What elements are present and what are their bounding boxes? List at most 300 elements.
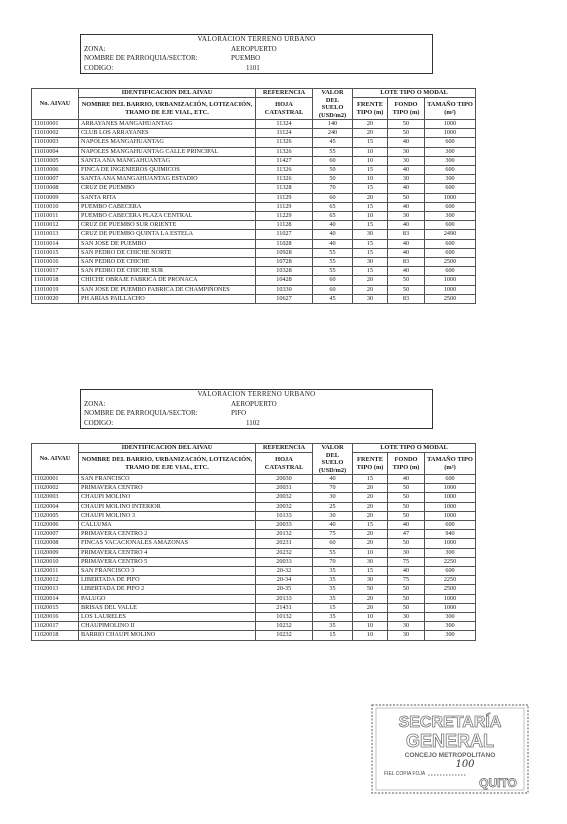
cell-tamano: 600 — [425, 567, 476, 576]
cell-fondo: 40 — [388, 166, 425, 175]
cell-fondo: 40 — [388, 202, 425, 211]
cell-tamano: 600 — [425, 239, 476, 248]
table-row — [32, 521, 476, 530]
cell-valor: 45 — [313, 138, 353, 147]
cell-frente: 15 — [353, 248, 388, 257]
cell-hoja: 10428 — [256, 276, 313, 285]
table-row — [32, 120, 476, 129]
cell-tamano: 2500 — [425, 258, 476, 267]
table-row — [32, 267, 476, 276]
col-fondo: FONDO TIPO (m) — [388, 453, 425, 475]
cell-hoja: 20031 — [256, 484, 313, 493]
section-header — [80, 34, 433, 74]
cell-frente: 30 — [353, 294, 388, 303]
cell-hoja: 20-32 — [256, 567, 313, 576]
cell-code: 11020012 — [32, 576, 79, 585]
cell-frente: 20 — [353, 285, 388, 294]
table-row — [32, 585, 476, 594]
cell-frente: 10 — [353, 147, 388, 156]
cell-hoja: 20032 — [256, 502, 313, 511]
cell-fondo: 47 — [388, 530, 425, 539]
col-fondo: FONDO TIPO (m) — [388, 98, 425, 120]
table-row — [32, 212, 476, 221]
cell-name: CHAUPI MOLINO 3 — [79, 511, 256, 520]
cell-tamano: 300 — [425, 613, 476, 622]
cell-valor: 45 — [313, 294, 353, 303]
col-frente: FRENTE TIPO (m) — [353, 453, 388, 475]
table-row — [32, 184, 476, 193]
cell-tamano: 600 — [425, 166, 476, 175]
col-valor: VALOR DEL SUELO (USD/m2) — [313, 89, 353, 120]
valuation-table — [31, 443, 476, 641]
cell-code: 11020009 — [32, 548, 79, 557]
col-referencia: REFERENCIA — [256, 444, 313, 453]
stamp-line2: GENERAL — [405, 731, 495, 751]
cell-code: 11010010 — [32, 202, 79, 211]
col-tamano: TAMAÑO TIPO (m²) — [425, 453, 476, 475]
cell-hoja: 20132 — [256, 530, 313, 539]
cell-name: NAPOLES MANGAHUANTAG — [79, 138, 256, 147]
cell-frente: 15 — [353, 202, 388, 211]
cell-hoja: 20030 — [256, 475, 313, 484]
cell-frente: 15 — [353, 138, 388, 147]
cell-code: 11010014 — [32, 239, 79, 248]
cell-frente: 20 — [353, 193, 388, 202]
cell-name: NAPOLES MANGAHUANTAG CALLE PRINCIPAL — [79, 147, 256, 156]
cell-hoja: 11427 — [256, 156, 313, 165]
table-row — [32, 502, 476, 511]
stamp-line3: CONCEJO METROPOLITANO — [404, 752, 496, 759]
cell-tamano: 1000 — [425, 193, 476, 202]
cell-valor: 35 — [313, 622, 353, 631]
table-row — [32, 138, 476, 147]
cell-fondo: 40 — [388, 221, 425, 230]
cell-frente: 20 — [353, 603, 388, 612]
cell-valor: 60 — [313, 285, 353, 294]
col-lote: LOTE TIPO O MODAL — [353, 444, 476, 453]
table-row — [32, 530, 476, 539]
col-hoja: HOJA CATASTRAL — [256, 98, 313, 120]
cell-hoja: 20033 — [256, 521, 313, 530]
cell-code: 11010004 — [32, 147, 79, 156]
cell-hoja: 20-35 — [256, 585, 313, 594]
cell-valor: 35 — [313, 594, 353, 603]
cell-code: 11020006 — [32, 521, 79, 530]
valuation-table — [31, 88, 476, 304]
col-lote: LOTE TIPO O MODAL — [353, 89, 476, 98]
table-row — [32, 622, 476, 631]
cell-frente: 20 — [353, 594, 388, 603]
cell-frente: 15 — [353, 521, 388, 530]
stamp-handwritten: 100 — [455, 759, 475, 770]
cell-frente: 15 — [353, 221, 388, 230]
cell-code: 11010013 — [32, 230, 79, 239]
table-row — [32, 166, 476, 175]
cell-name: SAN PEDRO DE CHICHE NORTE — [79, 248, 256, 257]
cell-code: 11020015 — [32, 603, 79, 612]
cell-fondo: 30 — [388, 147, 425, 156]
table-row — [32, 631, 476, 640]
cell-frente: 30 — [353, 576, 388, 585]
cell-tamano: 300 — [425, 156, 476, 165]
cell-fondo: 40 — [388, 521, 425, 530]
table-row — [32, 156, 476, 165]
table-row — [32, 539, 476, 548]
col-frente: FRENTE TIPO (m) — [353, 98, 388, 120]
cell-tamano: 1000 — [425, 493, 476, 502]
cell-name: SAN FRANCISCO — [79, 475, 256, 484]
cell-fondo: 30 — [388, 613, 425, 622]
cell-frente: 15 — [353, 239, 388, 248]
cell-hoja: 10627 — [256, 294, 313, 303]
cell-code: 11020007 — [32, 530, 79, 539]
cell-name: CALLUMA — [79, 521, 256, 530]
cell-tamano: 600 — [425, 202, 476, 211]
table-row — [32, 613, 476, 622]
cell-frente: 15 — [353, 567, 388, 576]
cell-code: 11020004 — [32, 502, 79, 511]
cell-hoja: 20033 — [256, 557, 313, 566]
cell-name: PRIMAVERA CENTRO 2 — [79, 530, 256, 539]
cell-code: 11010008 — [32, 184, 79, 193]
table-row — [32, 484, 476, 493]
cell-code: 11020011 — [32, 567, 79, 576]
cell-valor: 55 — [313, 267, 353, 276]
cell-frente: 15 — [353, 166, 388, 175]
codigo-label: CODIGO: — [84, 418, 114, 427]
cell-tamano: 600 — [425, 521, 476, 530]
cell-tamano: 600 — [425, 475, 476, 484]
cell-hoja: 10232 — [256, 631, 313, 640]
cell-frente: 20 — [353, 539, 388, 548]
cell-code: 11010016 — [32, 258, 79, 267]
cell-code: 11010001 — [32, 120, 79, 129]
col-nombre: NOMBRE DEL BARRIO, URBANIZACIÓN, LOTIZACIÓN, TRAMO DE EJE VIAL, ETC. — [79, 98, 256, 120]
table-row — [32, 239, 476, 248]
cell-valor: 70 — [313, 557, 353, 566]
cell-code: 11020008 — [32, 539, 79, 548]
cell-code: 11020013 — [32, 585, 79, 594]
cell-name: LOS LAURELES — [79, 613, 256, 622]
cell-hoja: 10232 — [256, 622, 313, 631]
cell-name: FINCAS VACACIONALES AMAZONAS — [79, 539, 256, 548]
cell-tamano: 1000 — [425, 120, 476, 129]
cell-hoja: 10328 — [256, 267, 313, 276]
cell-frente: 15 — [353, 475, 388, 484]
header-title: VALORACION TERRENO URBANO — [197, 390, 316, 398]
stamp-line1: SECRETARÍA — [398, 714, 502, 731]
cell-valor: 55 — [313, 248, 353, 257]
parroquia-value: PUEMBO — [231, 54, 261, 62]
cell-hoja: 10728 — [256, 258, 313, 267]
cell-name: CHAUPI MOLINO INTERIOR — [79, 502, 256, 511]
cell-tamano: 1000 — [425, 511, 476, 520]
table-row — [32, 594, 476, 603]
cell-tamano: 300 — [425, 147, 476, 156]
cell-name: SANTA RITA — [79, 193, 256, 202]
cell-code: 11010009 — [32, 193, 79, 202]
cell-fondo: 40 — [388, 567, 425, 576]
cell-fondo: 50 — [388, 120, 425, 129]
cell-hoja: 11326 — [256, 175, 313, 184]
col-no: No. AIVAU — [32, 444, 79, 475]
cell-hoja: 11028 — [256, 239, 313, 248]
cell-name: SAN JOSE DE PUEMBO FABRICA DE CHAMPIÑONES — [79, 285, 256, 294]
cell-tamano: 600 — [425, 184, 476, 193]
cell-valor: 30 — [313, 511, 353, 520]
table-row — [32, 147, 476, 156]
cell-tamano: 600 — [425, 221, 476, 230]
secretaria-general-stamp — [370, 703, 530, 795]
table-row — [32, 258, 476, 267]
cell-valor: 35 — [313, 585, 353, 594]
cell-tamano: 1000 — [425, 484, 476, 493]
cell-fondo: 30 — [388, 212, 425, 221]
cell-frente: 10 — [353, 613, 388, 622]
cell-hoja: 11229 — [256, 212, 313, 221]
cell-frente: 10 — [353, 622, 388, 631]
cell-name: SAN FRANCISCO 3 — [79, 567, 256, 576]
cell-name: LIBERTADA DE PIFO 2 — [79, 585, 256, 594]
cell-name: PH ARIAS PAILLACHO — [79, 294, 256, 303]
cell-valor: 30 — [313, 493, 353, 502]
table-row — [32, 475, 476, 484]
cell-valor: 75 — [313, 530, 353, 539]
table-row — [32, 294, 476, 303]
stamp-graphic — [370, 703, 530, 795]
cell-tamano: 1000 — [425, 603, 476, 612]
col-identificacion: IDENTIFICACION DEL AIVAU — [79, 444, 256, 453]
cell-hoja: 11124 — [256, 129, 313, 138]
cell-code: 11020001 — [32, 475, 79, 484]
parroquia-value: PIFO — [231, 409, 247, 417]
cell-name: SANTA ANA MANGAHUANTAG — [79, 156, 256, 165]
cell-tamano: 1000 — [425, 594, 476, 603]
cell-name: PRIMAVERA CENTRO 4 — [79, 548, 256, 557]
col-hoja: HOJA CATASTRAL — [256, 453, 313, 475]
cell-fondo: 83 — [388, 294, 425, 303]
cell-name: CRUZ DE PUEMBO SUR ORIENTE — [79, 221, 256, 230]
cell-hoja: 10330 — [256, 285, 313, 294]
cell-name: PALUGO — [79, 594, 256, 603]
cell-code: 11020016 — [32, 613, 79, 622]
cell-frente: 20 — [353, 502, 388, 511]
cell-fondo: 30 — [388, 175, 425, 184]
cell-valor: 55 — [313, 258, 353, 267]
cell-hoja: 20-34 — [256, 576, 313, 585]
cell-frente: 10 — [353, 548, 388, 557]
cell-valor: 40 — [313, 230, 353, 239]
cell-frente: 30 — [353, 557, 388, 566]
cell-frente: 10 — [353, 631, 388, 640]
cell-fondo: 40 — [388, 138, 425, 147]
cell-valor: 40 — [313, 221, 353, 230]
cell-fondo: 40 — [388, 267, 425, 276]
cell-code: 11010017 — [32, 267, 79, 276]
cell-frente: 20 — [353, 120, 388, 129]
cell-code: 11010005 — [32, 156, 79, 165]
cell-hoja: 21431 — [256, 603, 313, 612]
cell-valor: 60 — [313, 156, 353, 165]
cell-tamano: 300 — [425, 175, 476, 184]
cell-valor: 60 — [313, 193, 353, 202]
codigo-value: 1102 — [246, 418, 260, 427]
cell-valor: 15 — [313, 631, 353, 640]
cell-tamano: 2250 — [425, 576, 476, 585]
cell-tamano: 1000 — [425, 276, 476, 285]
cell-tamano: 940 — [425, 530, 476, 539]
cell-code: 11010018 — [32, 276, 79, 285]
cell-tamano: 1000 — [425, 502, 476, 511]
cell-name: SAN JOSE DE PUEMBO — [79, 239, 256, 248]
cell-valor: 60 — [313, 539, 353, 548]
cell-name: PRIMAVERA CENTRO — [79, 484, 256, 493]
table-row — [32, 567, 476, 576]
cell-frente: 20 — [353, 511, 388, 520]
cell-name: PRIMAVERA CENTRO 5 — [79, 557, 256, 566]
cell-code: 11010003 — [32, 138, 79, 147]
cell-frente: 20 — [353, 484, 388, 493]
cell-fondo: 50 — [388, 539, 425, 548]
cell-tamano: 600 — [425, 138, 476, 147]
parroquia-label: NOMBRE DE PARROQUIA/SECTOR: — [84, 54, 198, 62]
cell-hoja: 11326 — [256, 138, 313, 147]
table-row — [32, 193, 476, 202]
cell-code: 11020005 — [32, 511, 79, 520]
cell-hoja: 11128 — [256, 221, 313, 230]
cell-code: 11010015 — [32, 248, 79, 257]
cell-valor: 35 — [313, 576, 353, 585]
table-row — [32, 276, 476, 285]
cell-hoja: 11326 — [256, 166, 313, 175]
cell-frente: 15 — [353, 184, 388, 193]
cell-hoja: 11328 — [256, 184, 313, 193]
col-tamano: TAMAÑO TIPO (m²) — [425, 98, 476, 120]
cell-hoja: 20232 — [256, 548, 313, 557]
cell-frente: 30 — [353, 230, 388, 239]
col-nombre: NOMBRE DEL BARRIO, URBANIZACIÓN, LOTIZACIÓN, TRAMO DE EJE VIAL, ETC. — [79, 453, 256, 475]
cell-frente: 30 — [353, 258, 388, 267]
table-row — [32, 493, 476, 502]
cell-valor: 35 — [313, 567, 353, 576]
cell-tamano: 1000 — [425, 285, 476, 294]
cell-fondo: 40 — [388, 475, 425, 484]
cell-code: 11020018 — [32, 631, 79, 640]
cell-code: 11020010 — [32, 557, 79, 566]
cell-frente: 20 — [353, 493, 388, 502]
cell-tamano: 1000 — [425, 129, 476, 138]
table-row — [32, 248, 476, 257]
cell-valor: 55 — [313, 147, 353, 156]
cell-name: CHAUPI MOLINO — [79, 493, 256, 502]
cell-name: CLUB LOS ARRAYANES — [79, 129, 256, 138]
table-row — [32, 557, 476, 566]
cell-name: PUEMBO CABECERA — [79, 202, 256, 211]
cell-frente: 20 — [353, 276, 388, 285]
cell-code: 11020003 — [32, 493, 79, 502]
cell-fondo: 50 — [388, 511, 425, 520]
cell-hoja: 11326 — [256, 147, 313, 156]
table-row — [32, 129, 476, 138]
cell-valor: 35 — [313, 613, 353, 622]
cell-hoja: 11129 — [256, 202, 313, 211]
cell-hoja: 10132 — [256, 613, 313, 622]
cell-name: BARRIO CHAUPI MOLINO — [79, 631, 256, 640]
cell-fondo: 75 — [388, 557, 425, 566]
cell-name: SANTA ANA MANGAHUANTAG ESTADIO — [79, 175, 256, 184]
cell-fondo: 50 — [388, 493, 425, 502]
cell-valor: 70 — [313, 484, 353, 493]
parroquia-label: NOMBRE DE PARROQUIA/SECTOR: — [84, 409, 198, 417]
stamp-logo: QUITO — [479, 776, 517, 790]
cell-name: SAN PEDRO DE CHICHE SUR — [79, 267, 256, 276]
section-header — [80, 389, 433, 429]
cell-valor: 140 — [313, 120, 353, 129]
cell-code: 11010007 — [32, 175, 79, 184]
cell-valor: 65 — [313, 202, 353, 211]
cell-frente: 50 — [353, 585, 388, 594]
table-row — [32, 221, 476, 230]
cell-hoja: 10133 — [256, 511, 313, 520]
cell-name: CRUZ DE PUEMBO QUINTA LA ESTELA — [79, 230, 256, 239]
cell-name: CRUZ DE PUEMBO — [79, 184, 256, 193]
zona-label: ZONA: — [84, 399, 106, 408]
table-row — [32, 576, 476, 585]
cell-valor: 50 — [313, 175, 353, 184]
cell-frente: 10 — [353, 175, 388, 184]
cell-name: FINCA DE INGENIEROS QUIMICOS — [79, 166, 256, 175]
cell-fondo: 30 — [388, 156, 425, 165]
cell-fondo: 50 — [388, 285, 425, 294]
cell-frente: 15 — [353, 267, 388, 276]
cell-valor: 65 — [313, 212, 353, 221]
cell-fondo: 83 — [388, 258, 425, 267]
codigo-value: 1101 — [246, 63, 260, 72]
cell-fondo: 50 — [388, 502, 425, 511]
cell-code: 11020014 — [32, 594, 79, 603]
cell-tamano: 300 — [425, 548, 476, 557]
col-valor: VALOR DEL SUELO (USD/m2) — [313, 444, 353, 475]
cell-tamano: 300 — [425, 631, 476, 640]
cell-hoja: 11324 — [256, 120, 313, 129]
cell-fondo: 40 — [388, 184, 425, 193]
cell-tamano: 300 — [425, 622, 476, 631]
cell-name: BRISAS DEL VALLE — [79, 603, 256, 612]
cell-hoja: 20231 — [256, 539, 313, 548]
cell-frente: 10 — [353, 156, 388, 165]
cell-name: LIBERTADA DE PIFO — [79, 576, 256, 585]
cell-valor: 40 — [313, 475, 353, 484]
cell-valor: 25 — [313, 502, 353, 511]
cell-tamano: 1000 — [425, 539, 476, 548]
cell-name: ARRAYANES MANGAHUANTAG — [79, 120, 256, 129]
cell-valor: 40 — [313, 239, 353, 248]
cell-frente: 20 — [353, 530, 388, 539]
zona-value: AEROPUERTO — [231, 44, 277, 53]
cell-code: 11020002 — [32, 484, 79, 493]
cell-code: 11010020 — [32, 294, 79, 303]
cell-frente: 10 — [353, 212, 388, 221]
cell-code: 11010012 — [32, 221, 79, 230]
cell-fondo: 50 — [388, 484, 425, 493]
cell-fondo: 50 — [388, 603, 425, 612]
cell-valor: 240 — [313, 129, 353, 138]
stamp-fiel: FIEL COPIA FOJA — [384, 771, 426, 777]
cell-tamano: 2250 — [425, 557, 476, 566]
cell-fondo: 30 — [388, 548, 425, 557]
codigo-label: CODIGO: — [84, 63, 114, 72]
cell-code: 11020017 — [32, 622, 79, 631]
